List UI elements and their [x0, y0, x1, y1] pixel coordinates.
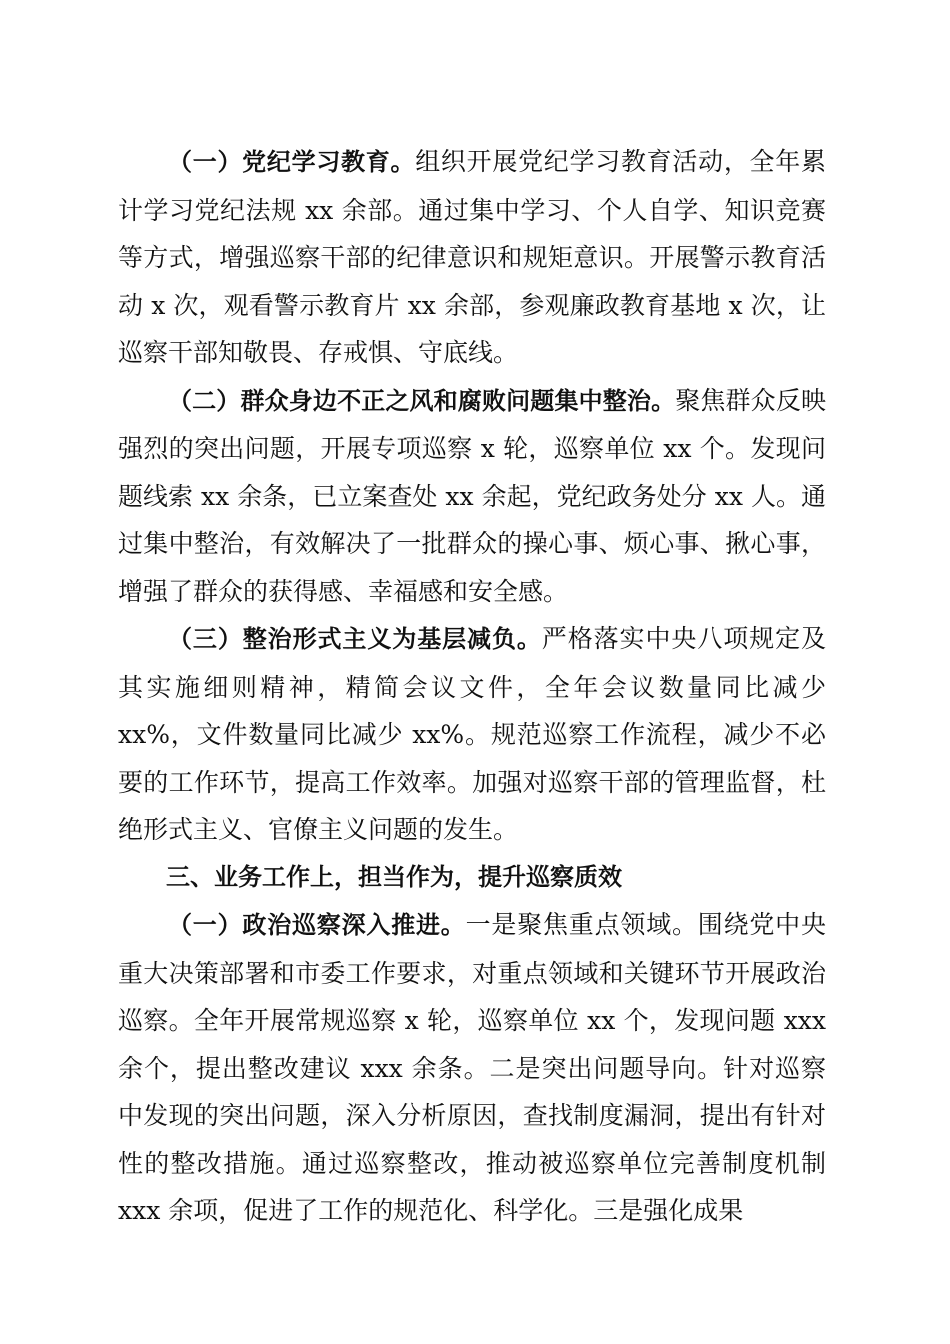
paragraph-text: 组织开展党纪学习教育活动，全年累计学习党纪法规 xx 余部。通过集中学习、个人自学、知识竞赛等方式，增强巡察干部的纪律意识和规矩意识。开展警示教育活动 x 次，观看警示教育片 xx 余部，参观廉政教育基地 x 次，让巡察干部知敬畏、存戒惧、守底线。 — [118, 147, 826, 367]
paragraph-political-inspection — [118, 901, 826, 1235]
paragraph-text: 严格落实中央八项规定及其实施细则精神，精简会议文件，全年会议数量同比减少 xx%，文件数量同比减少 xx%。规范巡察工作流程，减少不必要的工作环节，提高工作效率。加强对巡察干部的管理监督，杜绝形式主义、官僚主义问题的发生。 — [118, 624, 826, 844]
paragraph-party-discipline-education — [118, 138, 826, 377]
paragraph-text: 聚焦群众反映强烈的突出问题，开展专项巡察 x 轮，巡察单位 xx 个。发现问题线索 xx 余条，已立案查处 xx 余起，党纪政务处分 xx 人。通过集中整治，有效解决了一批群众的操心事、烦心事、揪心事，增强了群众的获得感、幸福感和安全感。 — [118, 385, 826, 606]
paragraph-lead: （一）党纪学习教育。 — [168, 148, 416, 176]
paragraph-corruption-rectification — [118, 377, 826, 616]
paragraph-lead: （一）政治巡察深入推进。 — [168, 911, 466, 939]
paragraph-burden-reduction — [118, 615, 826, 854]
section-heading: 三、业务工作上，担当作为，提升巡察质效 — [166, 862, 622, 891]
paragraph-lead: （二）群众身边不正之风和腐败问题集中整治。 — [168, 386, 676, 415]
document-body — [118, 138, 826, 1235]
paragraph-lead: （三）整治形式主义为基层减负。 — [168, 625, 542, 653]
paragraph-text: 一是聚焦重点领域。围绕党中央重大决策部署和市委工作要求，对重点领域和关键环节开展政治巡察。全年开展常规巡察 x 轮，巡察单位 xx 个，发现问题 xxx 余个，提出整改建议 xxx 余条。二是突出问题导向。针对巡察中发现的突出问题，深入分析原因，查找制度漏洞，提出有针对性的整改措施。通过巡察整改，推动被巡察单位完善制度机制 xxx 余项，促进了工作的规范化、科学化。三是强化成果 — [118, 910, 826, 1225]
